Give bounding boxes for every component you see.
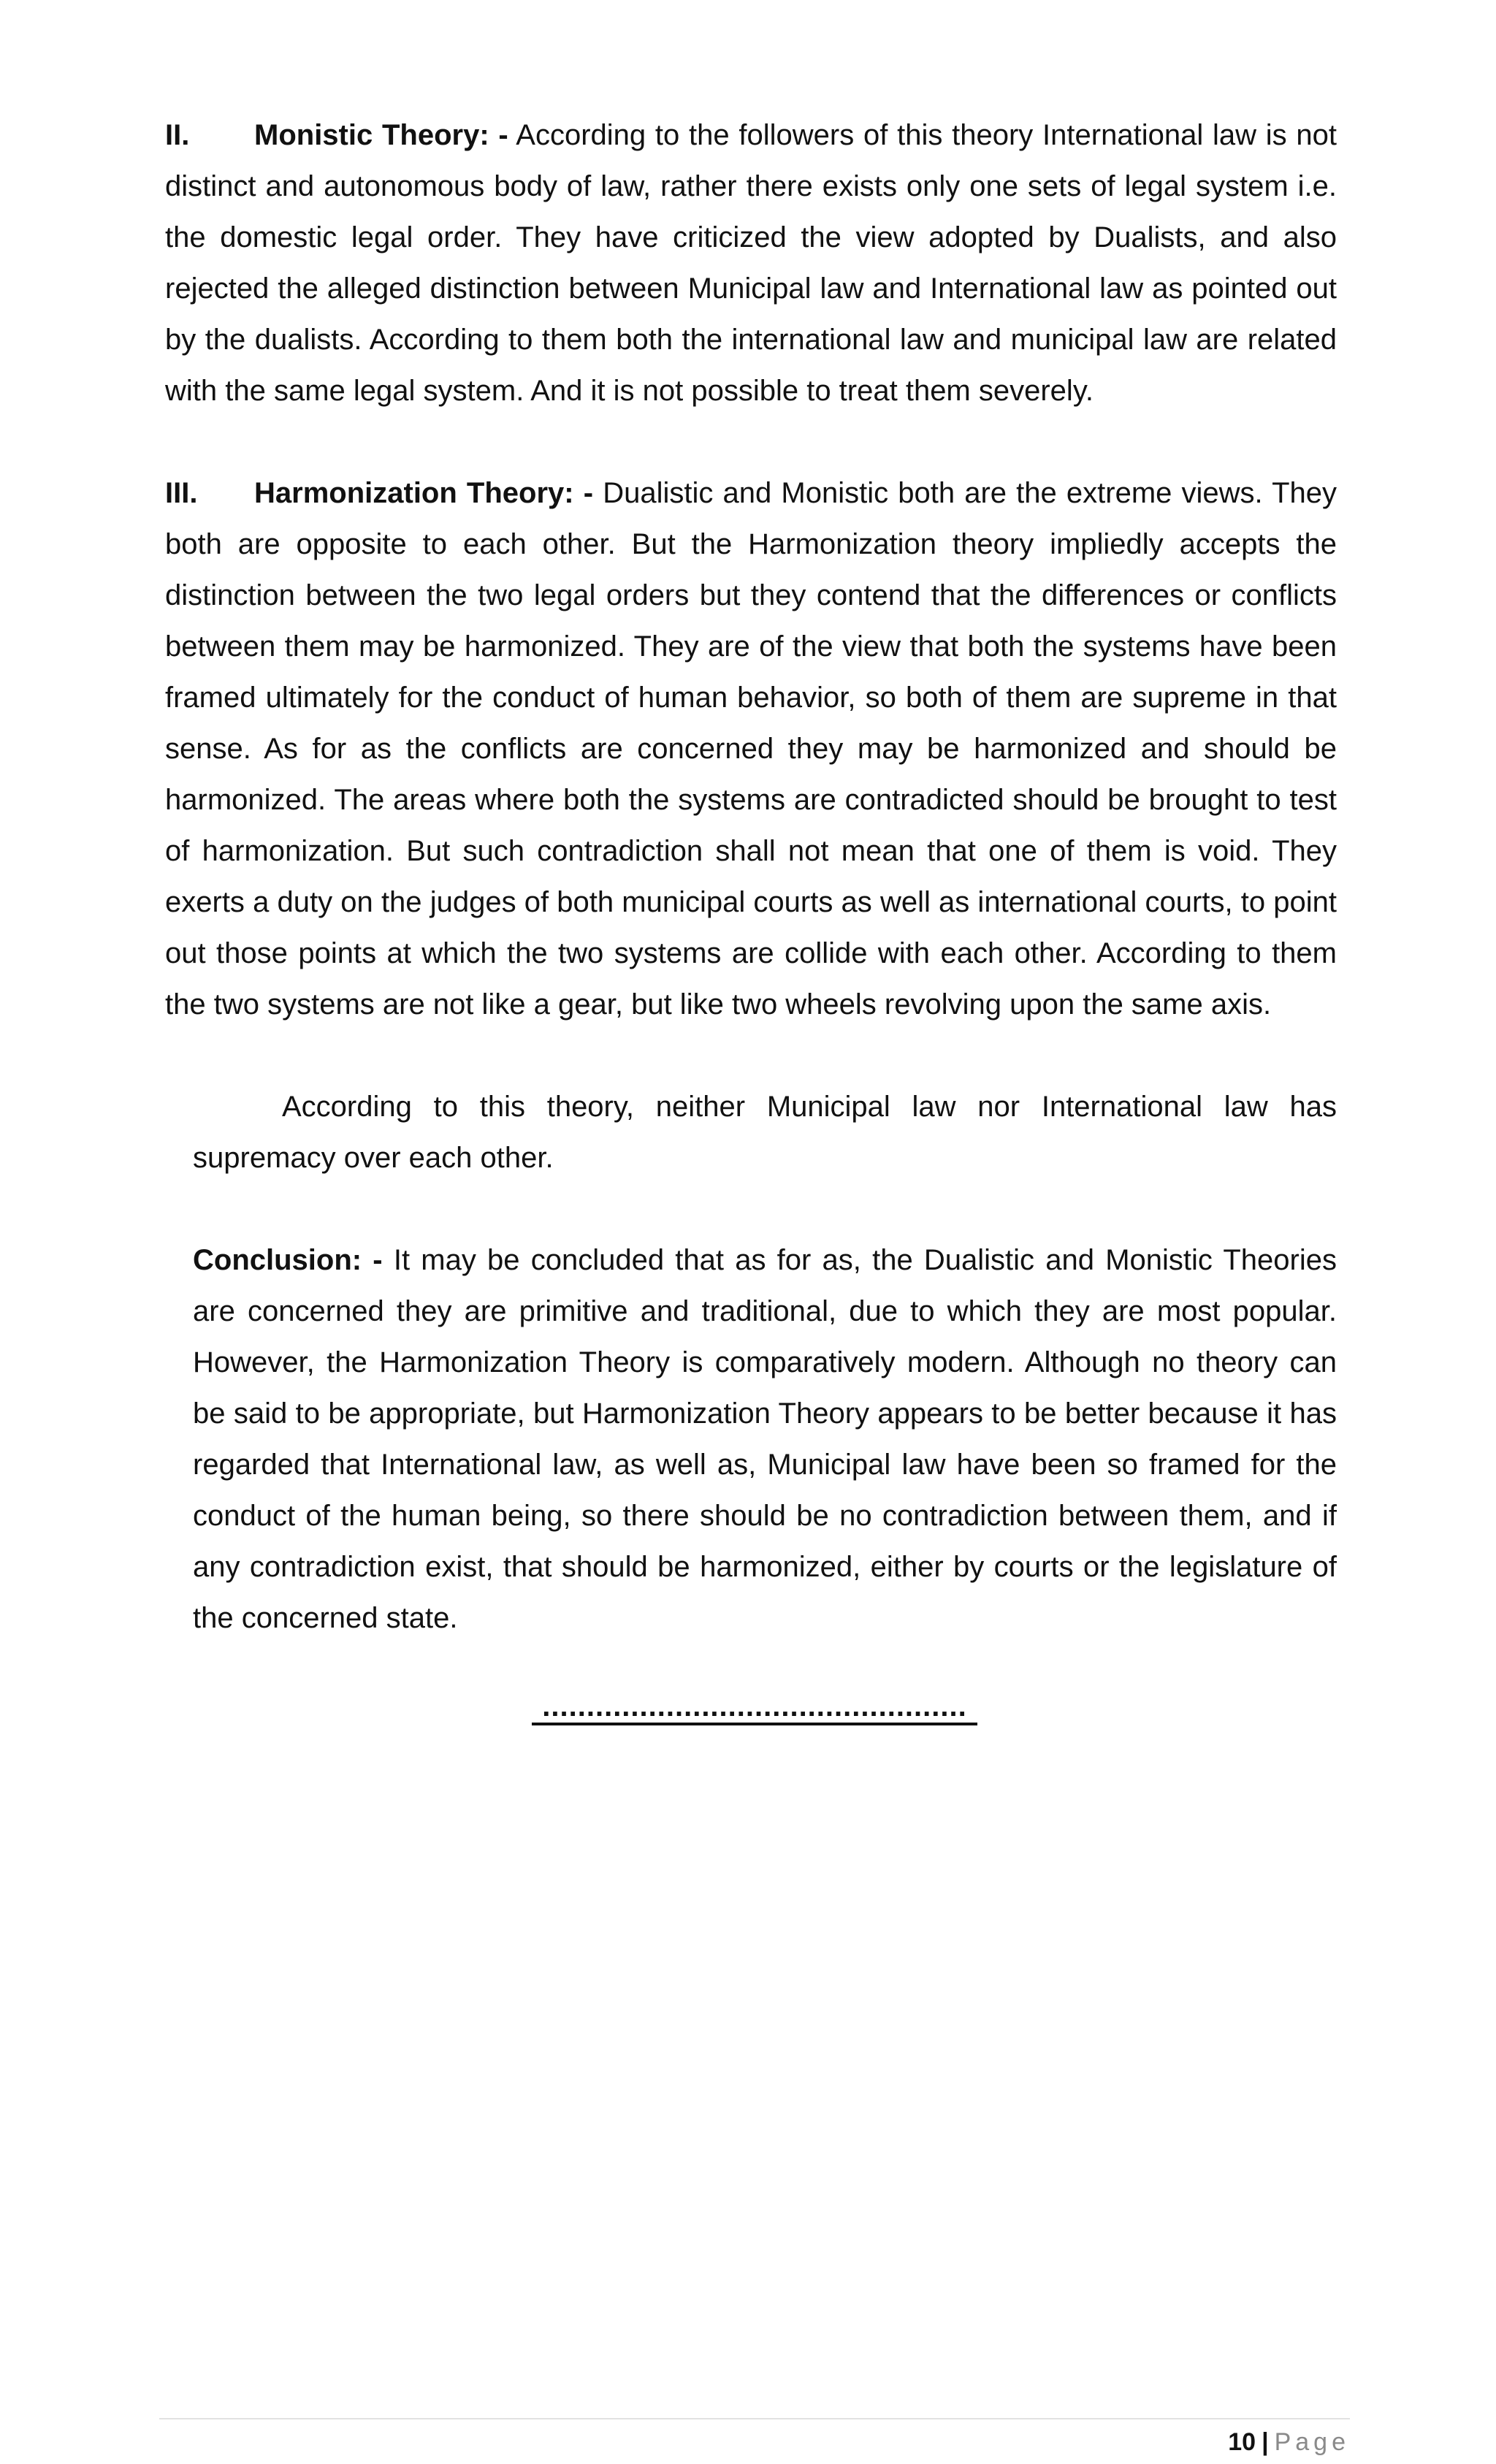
section-body: It may be concluded that as for as, the Dualistic and Monistic Theories are concerned they are primitive and traditional, due to which they are most popular. However, the Harmonization Theory is comparatively modern. Although no theory can be said to be appropriate, but Harmonization Theory appears to be better because it has regarded that International law, as well as, Municipal law have been so framed for the conduct of the human being, so there should be no contradiction between them, and if any contradiction exist, that should be harmonized, either by courts or the legislature of the concerned state.	[193, 1244, 1337, 1634]
section-body: Dualistic and Monistic both are the extreme views. They both are opposite to each other. But the Harmonization theory impliedly accepts the distinction between the two legal orders but they contend that the differences or conflicts between them may be harmonized. They are of the view that both the systems have been framed ultimately for the conduct of human behavior, so both of them are supreme in that sense. As for as the conflicts are concerned they may be harmonized and should be harmonized. The areas where both the systems are contradicted should be brought to test of harmonization. But such contradiction shall not mean that one of them is void. They exerts a duty on the judges of both municipal courts as well as international courts, to point out those points at which the two systems are collide with each other. According to them the two systems are not like a gear, but like two wheels revolving upon the same axis.	[165, 477, 1337, 1021]
conclusion-paragraph	[193, 1235, 1337, 1644]
page-label: Page	[1274, 2428, 1350, 2456]
section-heading: Monistic Theory: -	[254, 119, 508, 151]
monistic-theory-paragraph	[165, 110, 1337, 416]
section-heading: Harmonization Theory: -	[254, 477, 594, 509]
section-number: II.	[165, 119, 190, 151]
section-body: According to the followers of this theory International law is not distinct and autonomous body of law, rather there exists only one sets of legal system i.e. the domestic legal order. They have criticized the view adopted by Dualists, and also rejected the alleged distinction between Municipal law and International law as pointed out by the dualists. According to them both the international law and municipal law are related with the same legal system. And it is not possible to treat them severely.	[165, 119, 1337, 407]
section-heading: Conclusion: -	[193, 1244, 383, 1276]
harmonization-theory-paragraph	[165, 468, 1337, 1030]
end-divider: ................................................	[532, 1692, 977, 1725]
footer-rule	[159, 2418, 1350, 2419]
page-number: 10	[1228, 2428, 1256, 2456]
section-number: III.	[165, 477, 198, 509]
page-footer	[1228, 2424, 1350, 2460]
harmonization-summary-paragraph: According to this theory, neither Municipal law nor International law has supremacy over each other.	[193, 1091, 1337, 1174]
footer-separator: |	[1262, 2428, 1269, 2456]
